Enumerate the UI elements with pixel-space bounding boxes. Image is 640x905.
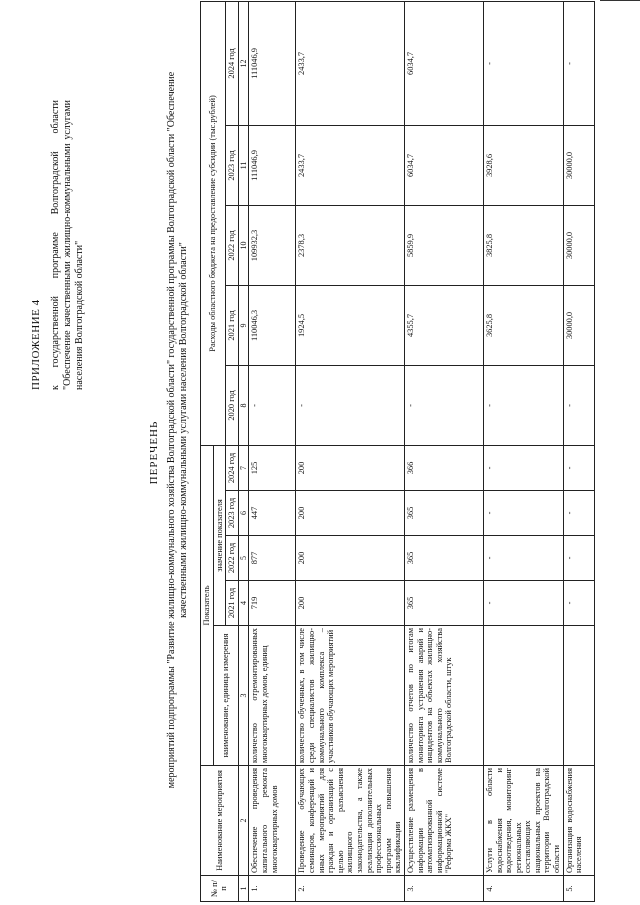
row-expense: 110046,3 bbox=[249, 285, 296, 365]
table-row bbox=[483, 1, 563, 901]
column-numbers-row bbox=[238, 1, 249, 901]
row-expense: 30000,0 bbox=[563, 205, 594, 285]
row-value: - bbox=[483, 445, 563, 490]
header-indicator: Показатель bbox=[201, 445, 214, 765]
row-name: Организация водоснабжения населения bbox=[563, 766, 594, 876]
row-num: 2. bbox=[296, 876, 405, 902]
row-expense: - bbox=[563, 1, 594, 125]
table-row bbox=[404, 1, 483, 901]
row-indicator: количество отчетов по итогам мониторинга устранения аварий и инцидентов на объектах жилищно-коммунального хозяйства Волгоградской области, штук bbox=[404, 626, 483, 766]
column-number: 4 bbox=[238, 581, 249, 626]
table-row bbox=[296, 1, 405, 901]
row-value: 200 bbox=[296, 581, 405, 626]
row-value: - bbox=[563, 536, 594, 581]
column-number: 3 bbox=[238, 626, 249, 766]
row-name: Обеспечение проведения капитального ремонта многоквартирных домов bbox=[249, 766, 296, 876]
row-value: 447 bbox=[249, 491, 296, 536]
column-number: 12 bbox=[238, 1, 249, 125]
column-number: 6 bbox=[238, 491, 249, 536]
header-year: 2023 год bbox=[226, 491, 239, 536]
row-name: Проведение обучающих семинаров, конференций и иных мероприятий для граждан и организаций с целью разъяснения жилищного законодательства, а также реализация дополнительных профессиональных программ повышения квалификации bbox=[296, 766, 405, 876]
row-expense: - bbox=[404, 365, 483, 445]
header-year: 2021 год bbox=[226, 285, 239, 365]
list-subtitle: мероприятий подпрограммы "Развитие жилищно-коммунального хозяйства Волгоградской области" государственной программы Волгоградской области "Обеспечение качественными жилищно-коммунальными услугами населения Волгоградской области" bbox=[166, 71, 189, 789]
row-expense: 6034,7 bbox=[404, 125, 483, 205]
row-expense: 2433,7 bbox=[296, 1, 405, 125]
row-expense: 5859,9 bbox=[404, 205, 483, 285]
header-year: 2022 год bbox=[226, 536, 239, 581]
row-value: 200 bbox=[296, 445, 405, 490]
column-number: 11 bbox=[238, 125, 249, 205]
appendix-title: ПРИЛОЖЕНИЕ 4 bbox=[30, 299, 42, 390]
row-indicator bbox=[483, 626, 563, 766]
row-value: 200 bbox=[296, 491, 405, 536]
row-expense: 3625,8 bbox=[483, 285, 563, 365]
row-expense: 111046,9 bbox=[249, 125, 296, 205]
row-value: - bbox=[563, 491, 594, 536]
row-name: Осуществление размещения информации в автоматизированной информационной системе "Реформа ЖКХ" bbox=[404, 766, 483, 876]
row-value: 719 bbox=[249, 581, 296, 626]
list-title: ПЕРЕЧЕНЬ bbox=[148, 420, 160, 485]
row-expense: 1924,5 bbox=[296, 285, 405, 365]
row-num: 5. bbox=[563, 876, 594, 902]
header-year: 2024 год bbox=[226, 445, 239, 490]
header-year: 2021 год bbox=[226, 581, 239, 626]
row-value: 365 bbox=[404, 491, 483, 536]
row-num: 1. bbox=[249, 876, 296, 902]
measures-table bbox=[200, 1, 595, 902]
header-num: № п/п bbox=[201, 876, 239, 902]
row-value: - bbox=[483, 581, 563, 626]
row-expense: 2378,3 bbox=[296, 205, 405, 285]
column-number: 7 bbox=[238, 445, 249, 490]
row-value: 366 bbox=[404, 445, 483, 490]
row-value: - bbox=[483, 536, 563, 581]
header-year: 2024 год bbox=[226, 1, 239, 125]
column-number: 2 bbox=[238, 766, 249, 876]
row-expense: - bbox=[563, 365, 594, 445]
column-number: 1 bbox=[238, 876, 249, 902]
column-number: 9 bbox=[238, 285, 249, 365]
row-expense: - bbox=[296, 365, 405, 445]
row-expense: 6034,7 bbox=[404, 1, 483, 125]
row-expense: 2433,7 bbox=[296, 125, 405, 205]
row-expense: 30000,0 bbox=[563, 125, 594, 205]
header-year: 2023 год bbox=[226, 125, 239, 205]
row-value: 877 bbox=[249, 536, 296, 581]
row-name: Услуги в области водоснабжения и водоотведения, мониторинг региональных составляющих национальных проектов на территории Волгоградской области bbox=[483, 766, 563, 876]
row-indicator: количество отремонтированных многоквартирных домов, единиц bbox=[249, 626, 296, 766]
header-indicator-values: значение показателя bbox=[213, 445, 226, 625]
row-expense: 3928,6 bbox=[483, 125, 563, 205]
header-name: Наименование мероприятия bbox=[201, 766, 239, 876]
row-value: 125 bbox=[249, 445, 296, 490]
row-value: - bbox=[483, 491, 563, 536]
row-value: 200 bbox=[296, 536, 405, 581]
header-row-1 bbox=[201, 1, 214, 901]
row-value: - bbox=[563, 445, 594, 490]
row-expense: - bbox=[483, 1, 563, 125]
row-num: 4. bbox=[483, 876, 563, 902]
row-expense: 111046,9 bbox=[249, 1, 296, 125]
row-value: - bbox=[563, 581, 594, 626]
row-expense: - bbox=[483, 365, 563, 445]
row-expense: 4355,7 bbox=[404, 285, 483, 365]
appendix-text: к государственной программе Волгоградской области "Обеспечение качественными жилищно-коммунальными услугами населения Волгоградской области" bbox=[50, 100, 85, 390]
column-number: 5 bbox=[238, 536, 249, 581]
row-value: 365 bbox=[404, 536, 483, 581]
column-number: 8 bbox=[238, 365, 249, 445]
row-num: 3. bbox=[404, 876, 483, 902]
row-expense: 30000,0 bbox=[563, 285, 594, 365]
row-indicator bbox=[563, 626, 594, 766]
row-expense: - bbox=[249, 365, 296, 445]
header-indicator-name: наименование, единица измерения bbox=[213, 626, 238, 766]
row-expense: 109932,3 bbox=[249, 205, 296, 285]
table-row bbox=[563, 1, 594, 901]
row-value: 365 bbox=[404, 581, 483, 626]
row-indicator: количество обученных, в том числе среди специалистов жилищно-коммунального комплекса – участников обучающих мероприятий bbox=[296, 626, 405, 766]
table-row bbox=[249, 1, 296, 901]
row-expense: 3825,8 bbox=[483, 205, 563, 285]
header-expenses: Расходы областного бюджета на предоставление субсидии (тыс.рублей) bbox=[201, 1, 226, 445]
column-number: 10 bbox=[238, 205, 249, 285]
header-year: 2022 год bbox=[226, 205, 239, 285]
header-year: 2020 год bbox=[226, 365, 239, 445]
